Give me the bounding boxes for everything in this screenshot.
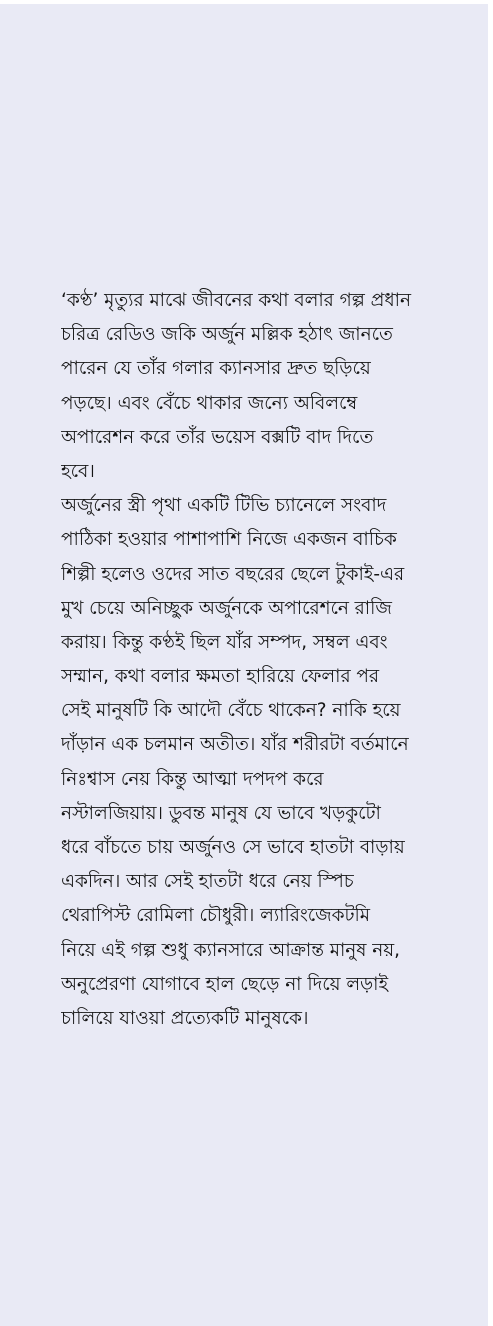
text-line: চরিত্র রেডিও জকি অর্জুন মল্লিক হঠাৎ জানতে	[61, 324, 393, 346]
top-edge	[0, 0, 493, 4]
text-line: পারেন যে তাঁর গলার ক্যানসার দ্রুত ছড়িয়ে	[61, 358, 371, 380]
text-line: করায়। কিন্তু কণ্ঠই ছিল যাঁর সম্পদ, সম্বল এবং	[61, 631, 388, 653]
text-line: ধরে বাঁচতে চায় অর্জুনও সে ভাবে হাতটা বাড়ায়	[61, 837, 405, 858]
text-line: থেরাপিস্ট রোমিলা চৌধুরী। ল্যারিংজেকটমি	[61, 905, 370, 927]
text-line: নিঃশ্বাস নেয় কিন্তু আত্মা দপদপ করে	[61, 768, 324, 790]
text-line: অর্জুনের স্ত্রী পৃথা একটি টিভি চ্যানেলে সংবাদ	[61, 495, 387, 517]
text-line: ‘কণ্ঠ’ মৃত্যুর মাঝে জীবনের কথা বলার গল্প প্রধান	[61, 290, 411, 311]
text-line: মুখ চেয়ে অনিচ্ছুক অর্জুনকে অপারেশনে রাজি	[61, 597, 392, 619]
right-edge	[488, 0, 493, 1326]
text-line: নস্টালজিয়ায়। ডুবন্ত মানুষ যে ভাবে খড়কুটো	[61, 802, 381, 824]
text-line: নিয়ে এই গল্প শুধু ক্যানসারে আক্রান্ত মানুষ নয়,	[61, 939, 400, 961]
text-line: পাঠিকা হওয়ার পাশাপাশি নিজে একজন বাচিক	[61, 529, 397, 551]
text-line: দাঁড়ান এক চলমান অতীত। যাঁর শরীরটা বর্তমানে	[61, 734, 409, 756]
text-line: চালিয়ে যাওয়া প্রত্যেকটি মানুষকে।	[61, 1007, 309, 1029]
text-line: একদিন। আর সেই হাতটা ধরে নেয় স্পিচ	[61, 871, 354, 893]
text-line: সেই মানুষটি কি আদৌ বেঁচে থাকেন? নাকি হয়ে	[61, 700, 401, 722]
paragraph-1	[61, 284, 461, 489]
text-line: শিল্পী হলেও ওদের সাত বছরের ছেলে টুকাই-এর	[61, 563, 405, 585]
text-line: অপারেশন করে তাঁর ভয়েস বক্সটি বাদ দিতে	[61, 426, 374, 448]
blurb-text	[61, 284, 461, 1036]
text-line: অনুপ্রেরণা যোগাবে হাল ছেড়ে না দিয়ে লড়াই	[61, 973, 389, 995]
paragraph-2	[61, 489, 461, 1036]
text-line: সম্মান, কথা বলার ক্ষমতা হারিয়ে ফেলার পর	[61, 666, 380, 688]
text-line: হবে।	[61, 460, 95, 482]
text-line: পড়ছে। এবং বেঁচে থাকার জন্যে অবিলম্বে	[61, 392, 358, 414]
